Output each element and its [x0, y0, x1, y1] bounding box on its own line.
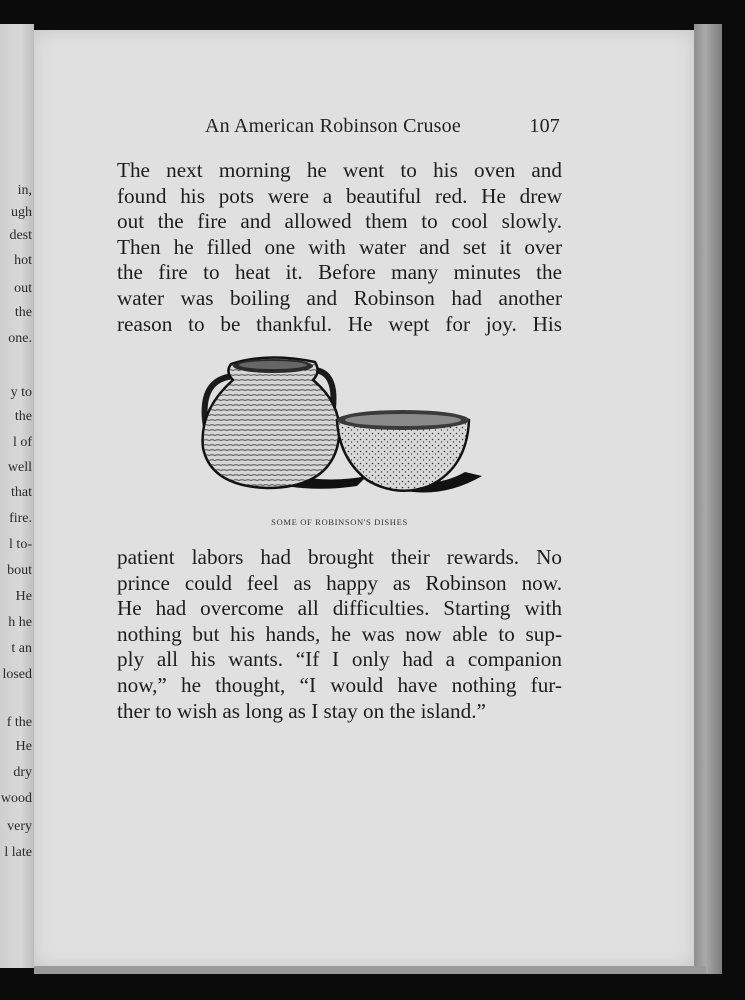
book-cover-edge — [694, 24, 722, 974]
prev-page-fragment: He — [15, 589, 32, 604]
prev-page-fragment: dry — [13, 765, 32, 780]
prev-page-fragment: wood — [0, 791, 32, 806]
prev-page-fragment: out — [14, 281, 32, 296]
previous-page-edge — [0, 24, 34, 968]
prev-page-fragment: the — [14, 409, 32, 424]
prev-page-fragment: in, — [17, 183, 32, 198]
illustration-caption: SOME OF ROBINSON'S DISHES — [271, 517, 408, 527]
prev-page-fragment: He — [15, 739, 32, 754]
prev-page-fragment: one. — [8, 331, 32, 346]
text-line: the fire to heat it. Before many minutes the — [117, 260, 562, 285]
prev-page-fragment: t an — [11, 641, 32, 656]
illustration-pots — [197, 348, 487, 508]
paragraph-bottom — [117, 545, 562, 724]
prev-page-fragment: well — [7, 460, 32, 475]
paragraph-top — [117, 158, 562, 337]
prev-page-fragment: f the — [6, 715, 32, 730]
prev-page-fragment: that — [11, 485, 32, 500]
text-line: ther to wish as long as I stay on the island.” — [117, 698, 486, 723]
prev-page-fragment: dest — [9, 228, 32, 243]
text-line: water was boiling and Robinson had another — [117, 285, 562, 310]
prev-page-fragment: the — [14, 305, 32, 320]
text-line: now,” he thought, “I would have nothing fur- — [117, 672, 562, 697]
text-line: ply all his wants. “If I only had a companion — [117, 647, 562, 672]
page-bottom-edge — [34, 966, 706, 974]
running-header-title: An American Robinson Crusoe — [205, 115, 461, 137]
prev-page-fragment: ugh — [11, 205, 32, 220]
page-number: 107 — [529, 115, 560, 137]
text-line: The next morning he went to his oven and — [117, 158, 562, 182]
prev-page-fragment: bout — [7, 563, 32, 578]
text-line: out the fire and allowed them to cool slowly. — [117, 209, 562, 234]
text-line: He had overcome all difficulties. Starting with — [117, 596, 562, 621]
text-line: found his pots were a beautiful red. He drew — [117, 183, 562, 208]
prev-page-fragment: losed — [2, 667, 32, 682]
text-line: nothing but his hands, he was now able to sup- — [117, 621, 562, 646]
text-line: reason to be thankful. He wept for joy. His — [117, 311, 562, 336]
prev-page-fragment: l to- — [9, 537, 32, 552]
prev-page-fragment: l late — [4, 845, 32, 860]
prev-page-fragment: h he — [8, 615, 32, 630]
running-header — [205, 115, 560, 139]
prev-page-fragment: fire. — [9, 511, 32, 526]
text-line: Then he filled one with water and set it over — [117, 234, 562, 259]
text-line: prince could feel as happy as Robinson now. — [117, 570, 562, 595]
prev-page-fragment: very — [7, 819, 32, 834]
prev-page-fragment: hot — [14, 253, 32, 268]
text-line: patient labors had brought their rewards. No — [117, 545, 562, 569]
prev-page-fragment: l of — [12, 435, 32, 450]
prev-page-fragment: y to — [10, 385, 32, 400]
pots-drawing — [197, 348, 487, 508]
